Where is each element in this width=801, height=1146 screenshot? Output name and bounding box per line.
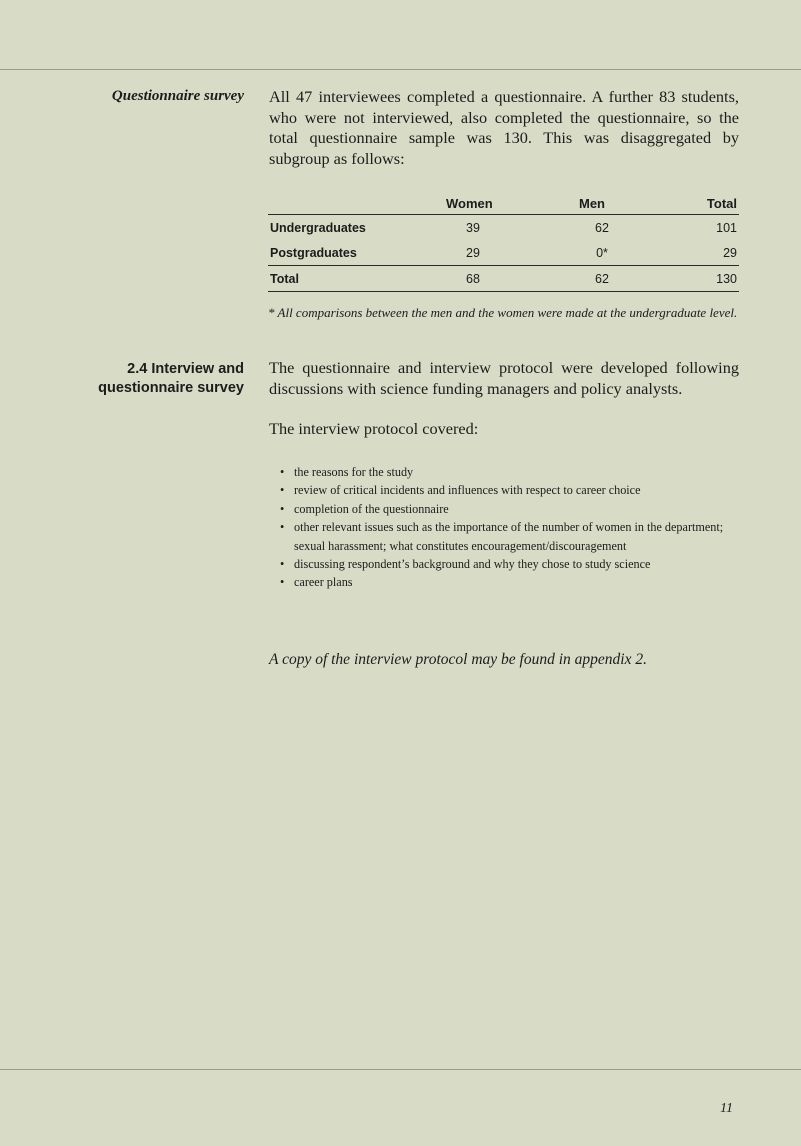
bullet-icon: • xyxy=(280,501,285,516)
header-men: Men xyxy=(579,196,605,211)
table-rule-top xyxy=(268,214,739,215)
list-item-text: other relevant issues such as the importance of the number of women in the department; sexual harassment; what constitutes encouragement/discouragement xyxy=(294,520,724,553)
list-item-text: discussing respondent’s background and why they chose to study science xyxy=(294,557,651,572)
list-item-text: review of critical incidents and influences with respect to career choice xyxy=(294,483,641,498)
list-item xyxy=(280,481,740,499)
cell-women: 39 xyxy=(466,221,480,235)
list-item xyxy=(280,573,740,591)
cell-women: 68 xyxy=(466,272,480,286)
section-heading-line: 2.4 Interview and xyxy=(127,361,244,377)
table-row xyxy=(268,272,739,290)
table-header-row xyxy=(268,196,739,214)
row-label: Undergraduates xyxy=(270,221,366,235)
cell-men: 62 xyxy=(595,272,609,286)
header-women: Women xyxy=(446,196,493,211)
interview-intro: The interview protocol covered: xyxy=(269,419,479,438)
cell-women: 29 xyxy=(466,246,480,260)
list-item-text: the reasons for the study xyxy=(294,465,414,479)
questionnaire-paragraph: All 47 interviewees completed a questionnaire. A further 83 students, who were not interviewed, also completed the questionnaire, so the total questionnaire sample was 130. This was disaggregated by subgroup as follows: xyxy=(269,87,739,168)
list-item xyxy=(280,463,740,481)
cell-total: 130 xyxy=(716,272,737,286)
section-heading-line: questionnaire survey xyxy=(98,380,244,396)
bullet-icon: • xyxy=(280,465,285,479)
bullet-icon: • xyxy=(280,575,285,590)
interview-topics-list xyxy=(280,463,740,592)
top-rule xyxy=(0,69,801,70)
cell-total: 29 xyxy=(723,246,737,260)
bullet-icon: • xyxy=(280,483,285,498)
bottom-rule xyxy=(0,1069,801,1070)
header-total: Total xyxy=(706,196,737,211)
row-label: Postgraduates xyxy=(270,246,357,260)
cell-men: 0* xyxy=(596,246,608,260)
table-row xyxy=(268,246,739,264)
cell-men: 62 xyxy=(595,221,609,235)
appendix-note: A copy of the interview protocol may be found in appendix 2. xyxy=(269,651,647,668)
interview-paragraph: The questionnaire and interview protocol were developed following discussions with science funding managers and policy analysts. xyxy=(269,358,739,398)
table-row xyxy=(268,221,739,239)
table-footnote: * All comparisons between the men and the women were made at the undergraduate level. xyxy=(268,305,738,320)
page-number: 11 xyxy=(720,1101,733,1116)
list-item xyxy=(280,500,740,518)
table-rule-mid xyxy=(268,265,739,266)
row-label: Total xyxy=(270,272,299,286)
section-2-4-heading xyxy=(0,360,244,398)
list-item-text: completion of the questionnaire xyxy=(294,501,449,516)
cell-total: 101 xyxy=(716,221,737,235)
questionnaire-survey-heading: Questionnaire survey xyxy=(111,88,244,104)
table-rule-bottom xyxy=(268,291,739,292)
bullet-icon: • xyxy=(280,520,285,535)
bullet-icon: • xyxy=(280,557,285,572)
list-item xyxy=(280,555,740,573)
list-item-text: career plans xyxy=(294,575,353,590)
list-item xyxy=(280,518,740,555)
